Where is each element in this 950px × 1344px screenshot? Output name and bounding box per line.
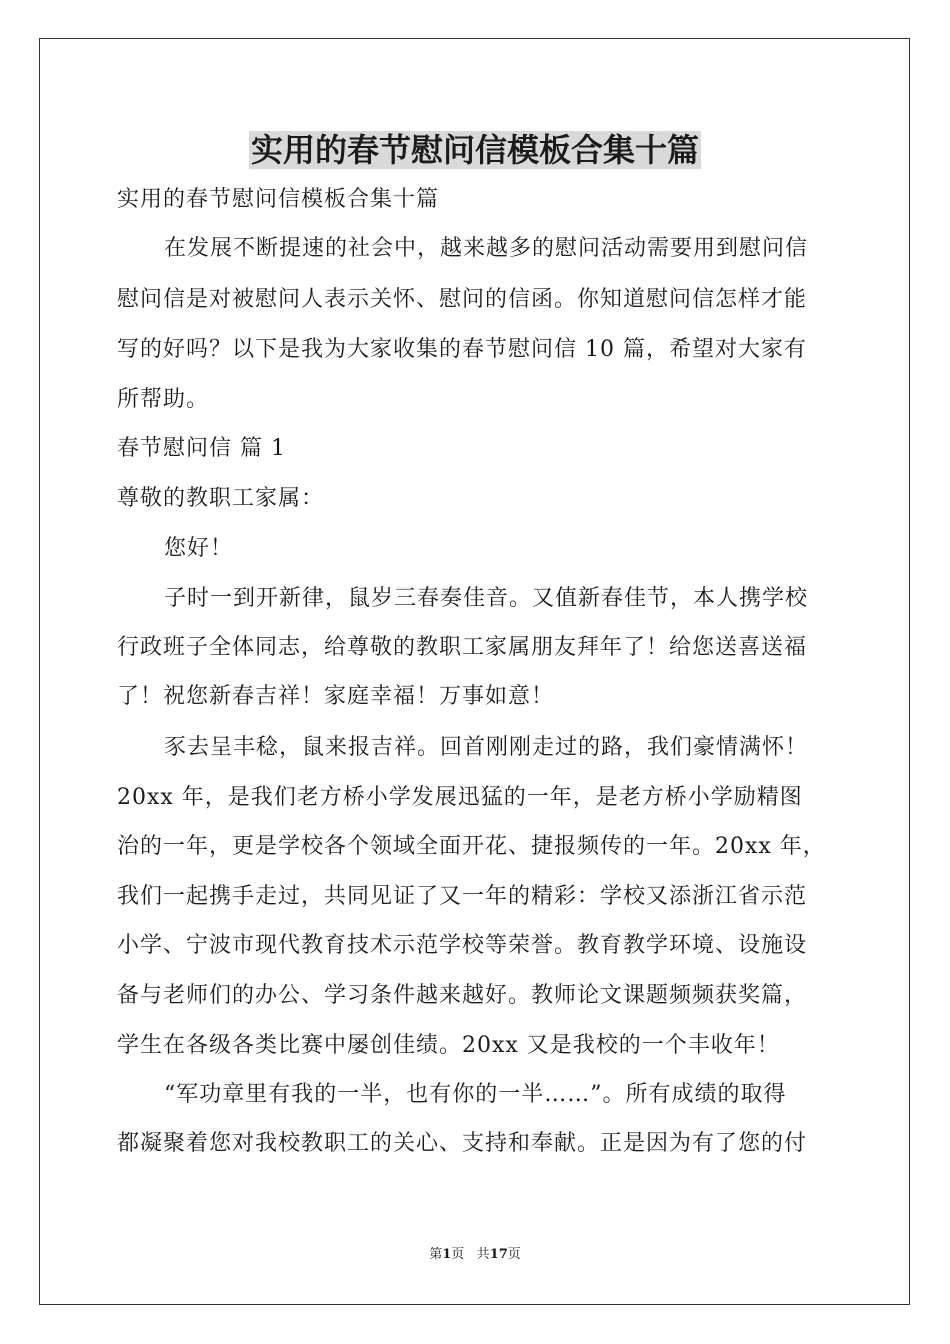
p2-line-6: 备与老师们的办公、学习条件越来越好。教师论文课题频频获奖篇，: [117, 983, 808, 1008]
intro-line-2: 慰问信是对被慰问人表示关怀、慰问的信函。你知道慰问信怎样才能: [117, 287, 808, 312]
document-subtitle: 实用的春节慰问信模板合集十篇: [117, 187, 440, 212]
page-border: [39, 38, 910, 1305]
footer-total-unit: 页: [507, 1247, 521, 1262]
intro-line-3: 写的好吗？以下是我为大家收集的春节慰问信 10 篇，希望对大家有: [117, 337, 807, 362]
p2-line-5: 小学、宁波市现代教育技术示范学校等荣誉。教育教学环境、设施设: [117, 933, 808, 958]
footer-page-prefix: 第: [429, 1247, 443, 1262]
footer-total-prefix: 共: [476, 1247, 490, 1262]
section-heading: 春节慰问信 篇 1: [117, 436, 286, 461]
document-title-text: 实用的春节慰问信模板合集十篇: [250, 131, 699, 169]
page-footer: [0, 1246, 950, 1264]
p1-line-3: 了！祝您新春吉祥！家庭幸福！万事如意！: [117, 684, 555, 709]
footer-page-unit: 页: [451, 1247, 465, 1262]
intro-line-4: 所帮助。: [117, 387, 210, 412]
p2-line-3: 治的一年，更是学校各个领域全面开花、捷报频传的一年。20xx 年，: [117, 834, 826, 859]
salutation: 尊敬的教职工家属：: [117, 486, 325, 511]
p3-line-1: “军功章里有我的一半，也有你的一半……”。所有成绩的取得: [164, 1082, 787, 1107]
p2-line-7: 学生在各级各类比赛中屡创佳绩。20xx 又是我校的一个丰收年！: [117, 1033, 780, 1058]
footer-total-pages: 17: [489, 1247, 508, 1262]
greeting: 您好！: [164, 536, 234, 561]
p2-line-2: 20xx 年，是我们老方桥小学发展迅猛的一年，是老方桥小学励精图: [117, 785, 803, 810]
p3-line-2: 都凝聚着您对我校教职工的关心、支持和奉献。正是因为有了您的付: [117, 1131, 808, 1156]
intro-line-1: 在发展不断提速的社会中，越来越多的慰问活动需要用到慰问信: [164, 236, 809, 261]
document-title: [0, 128, 950, 172]
footer-page-current: 1: [442, 1247, 452, 1262]
p1-line-2: 行政班子全体同志，给尊敬的教职工家属朋友拜年了！给您送喜送福: [117, 635, 808, 660]
p1-line-1: 子时一到开新律，鼠岁三春奏佳音。又值新春佳节，本人携学校: [164, 586, 809, 611]
p2-line-4: 我们一起携手走过，共同见证了又一年的精彩：学校又添浙江省示范: [117, 884, 808, 909]
p2-line-1: 豕去呈丰稔，鼠来报吉祥。回首刚刚走过的路，我们豪情满怀！: [164, 735, 809, 760]
